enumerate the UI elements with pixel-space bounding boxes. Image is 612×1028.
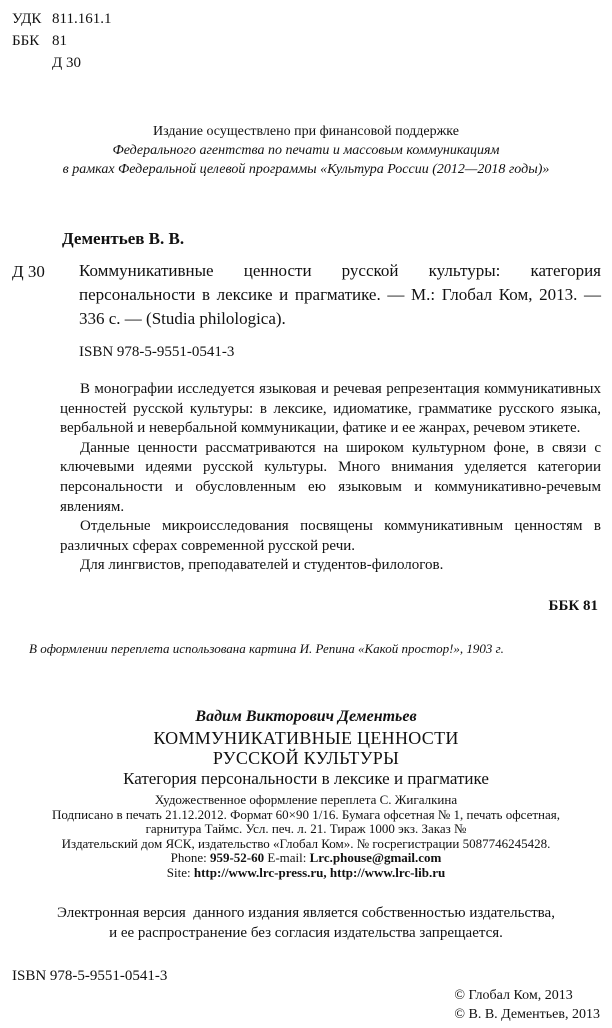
phone-label: Phone: — [170, 850, 207, 865]
imprint-title-line-1: КОММУНИКАТИВНЫЕ ЦЕННОСТИ — [153, 728, 459, 748]
cover-note: В оформлении переплета использована картина И. Репина «Какой простор!», 1903 г. — [29, 641, 504, 656]
imprint-title-line-2: РУССКОЙ КУЛЬТУРЫ — [212, 748, 400, 768]
author-mark-row — [12, 52, 111, 74]
notice-line-2: и ее распространение без согласия издательства запрещается. — [109, 925, 503, 941]
email-value: Lrc.phouse@gmail.com — [309, 850, 442, 865]
imprint-subtitle: Категория персональности в лексике и прагматике — [123, 769, 489, 788]
bbk-value: 81 — [52, 33, 67, 49]
imprint-sites — [0, 866, 612, 881]
imprint-author: Вадим Викторович Дементьев — [195, 708, 417, 725]
author-heading: Дементьев В. В. — [62, 229, 185, 248]
support-line-1: Издание осуществлено при финансовой поддержке — [153, 124, 459, 139]
classification-block — [12, 8, 111, 74]
bbk-label: ББК — [12, 33, 40, 49]
notice-line-1: Электронная версия данного издания является собственностью издательства, — [57, 905, 555, 921]
isbn-entry: ISBN 978-5-9551-0541-3 — [79, 344, 235, 360]
support-line-3: в рамках Федеральной целевой программы «Культура России (2012—2018 годы)» — [62, 162, 550, 177]
abstract-paragraph: В монографии исследуется языковая и речевая репрезентация коммуникативных ценностей русской культуры: в лексике, идиоматике, грамматике русского языка, вербальной и невербальной коммуникации, фатике и ее жанрах, речевом этикете. — [60, 381, 601, 437]
imprint-design: Художественное оформление переплета С. Жигалкина — [154, 792, 458, 807]
footer-isbn: ISBN 978-5-9551-0541-3 — [12, 968, 168, 984]
abstract-paragraph: Данные ценности рассматриваются на широком культурном фоне, в связи с ключевыми идеями русской культуры. Много внимания уделяется категории персональности и обусловленным ею языковым и коммуникативно-речевым явлениям. — [60, 439, 601, 515]
abstract-paragraph: Для лингвистов, преподавателей и студентов-филологов. — [80, 557, 444, 574]
abstract-bbk: ББК 81 — [548, 598, 598, 614]
copyright-publisher: © Глобал Ком, 2013 — [454, 988, 573, 1003]
abstract-paragraph: Отдельные микроисследования посвящены коммуникативным ценностям в различных сферах современной русской речи. — [60, 518, 601, 554]
author-mark: Д 30 — [52, 55, 81, 71]
udc-value: 811.161.1 — [52, 11, 112, 27]
phone-value: 959-52-60 — [209, 850, 265, 865]
imprint-print-line-2: гарнитура Таймс. Усл. печ. л. 21. Тираж 1000 экз. Заказ № — [145, 821, 467, 836]
electronic-notice — [0, 903, 612, 943]
catalog-mark: Д 30 — [12, 262, 45, 281]
imprint — [0, 708, 612, 880]
imprint-print-line-1: Подписано в печать 21.12.2012. Формат 60×90 1/16. Бумага офсетная № 1, печать офсетная, — [52, 806, 560, 822]
site-label: Site: — [166, 864, 191, 880]
imprint-publisher: Издательский дом ЯСК, издательство «Глобал Ком». № госрегистрации 5087746245428. — [61, 835, 551, 851]
copyright-author: © В. В. Дементьев, 2013 — [454, 1007, 600, 1022]
udc-label: УДК — [12, 11, 42, 27]
imprint-contacts — [0, 851, 612, 866]
abstract — [60, 380, 601, 576]
bbk-row — [12, 30, 111, 52]
udc-row — [12, 8, 111, 30]
catalog-description: Коммуникативные ценности русской культуры: категория персональности в лексике и прагматике. — М.: Глобал Ком, 2013. — 336 с. — (Studia philologica). — [79, 261, 601, 328]
support-line-2: Федерального агентства по печати и массовым коммуникациям — [112, 143, 500, 158]
email-label: E-mail: — [267, 850, 307, 865]
support-note — [0, 122, 612, 179]
copyright-block — [454, 986, 600, 1024]
site-links: http://www.lrc-press.ru, http://www.lrc-lib.ru — [193, 864, 446, 880]
